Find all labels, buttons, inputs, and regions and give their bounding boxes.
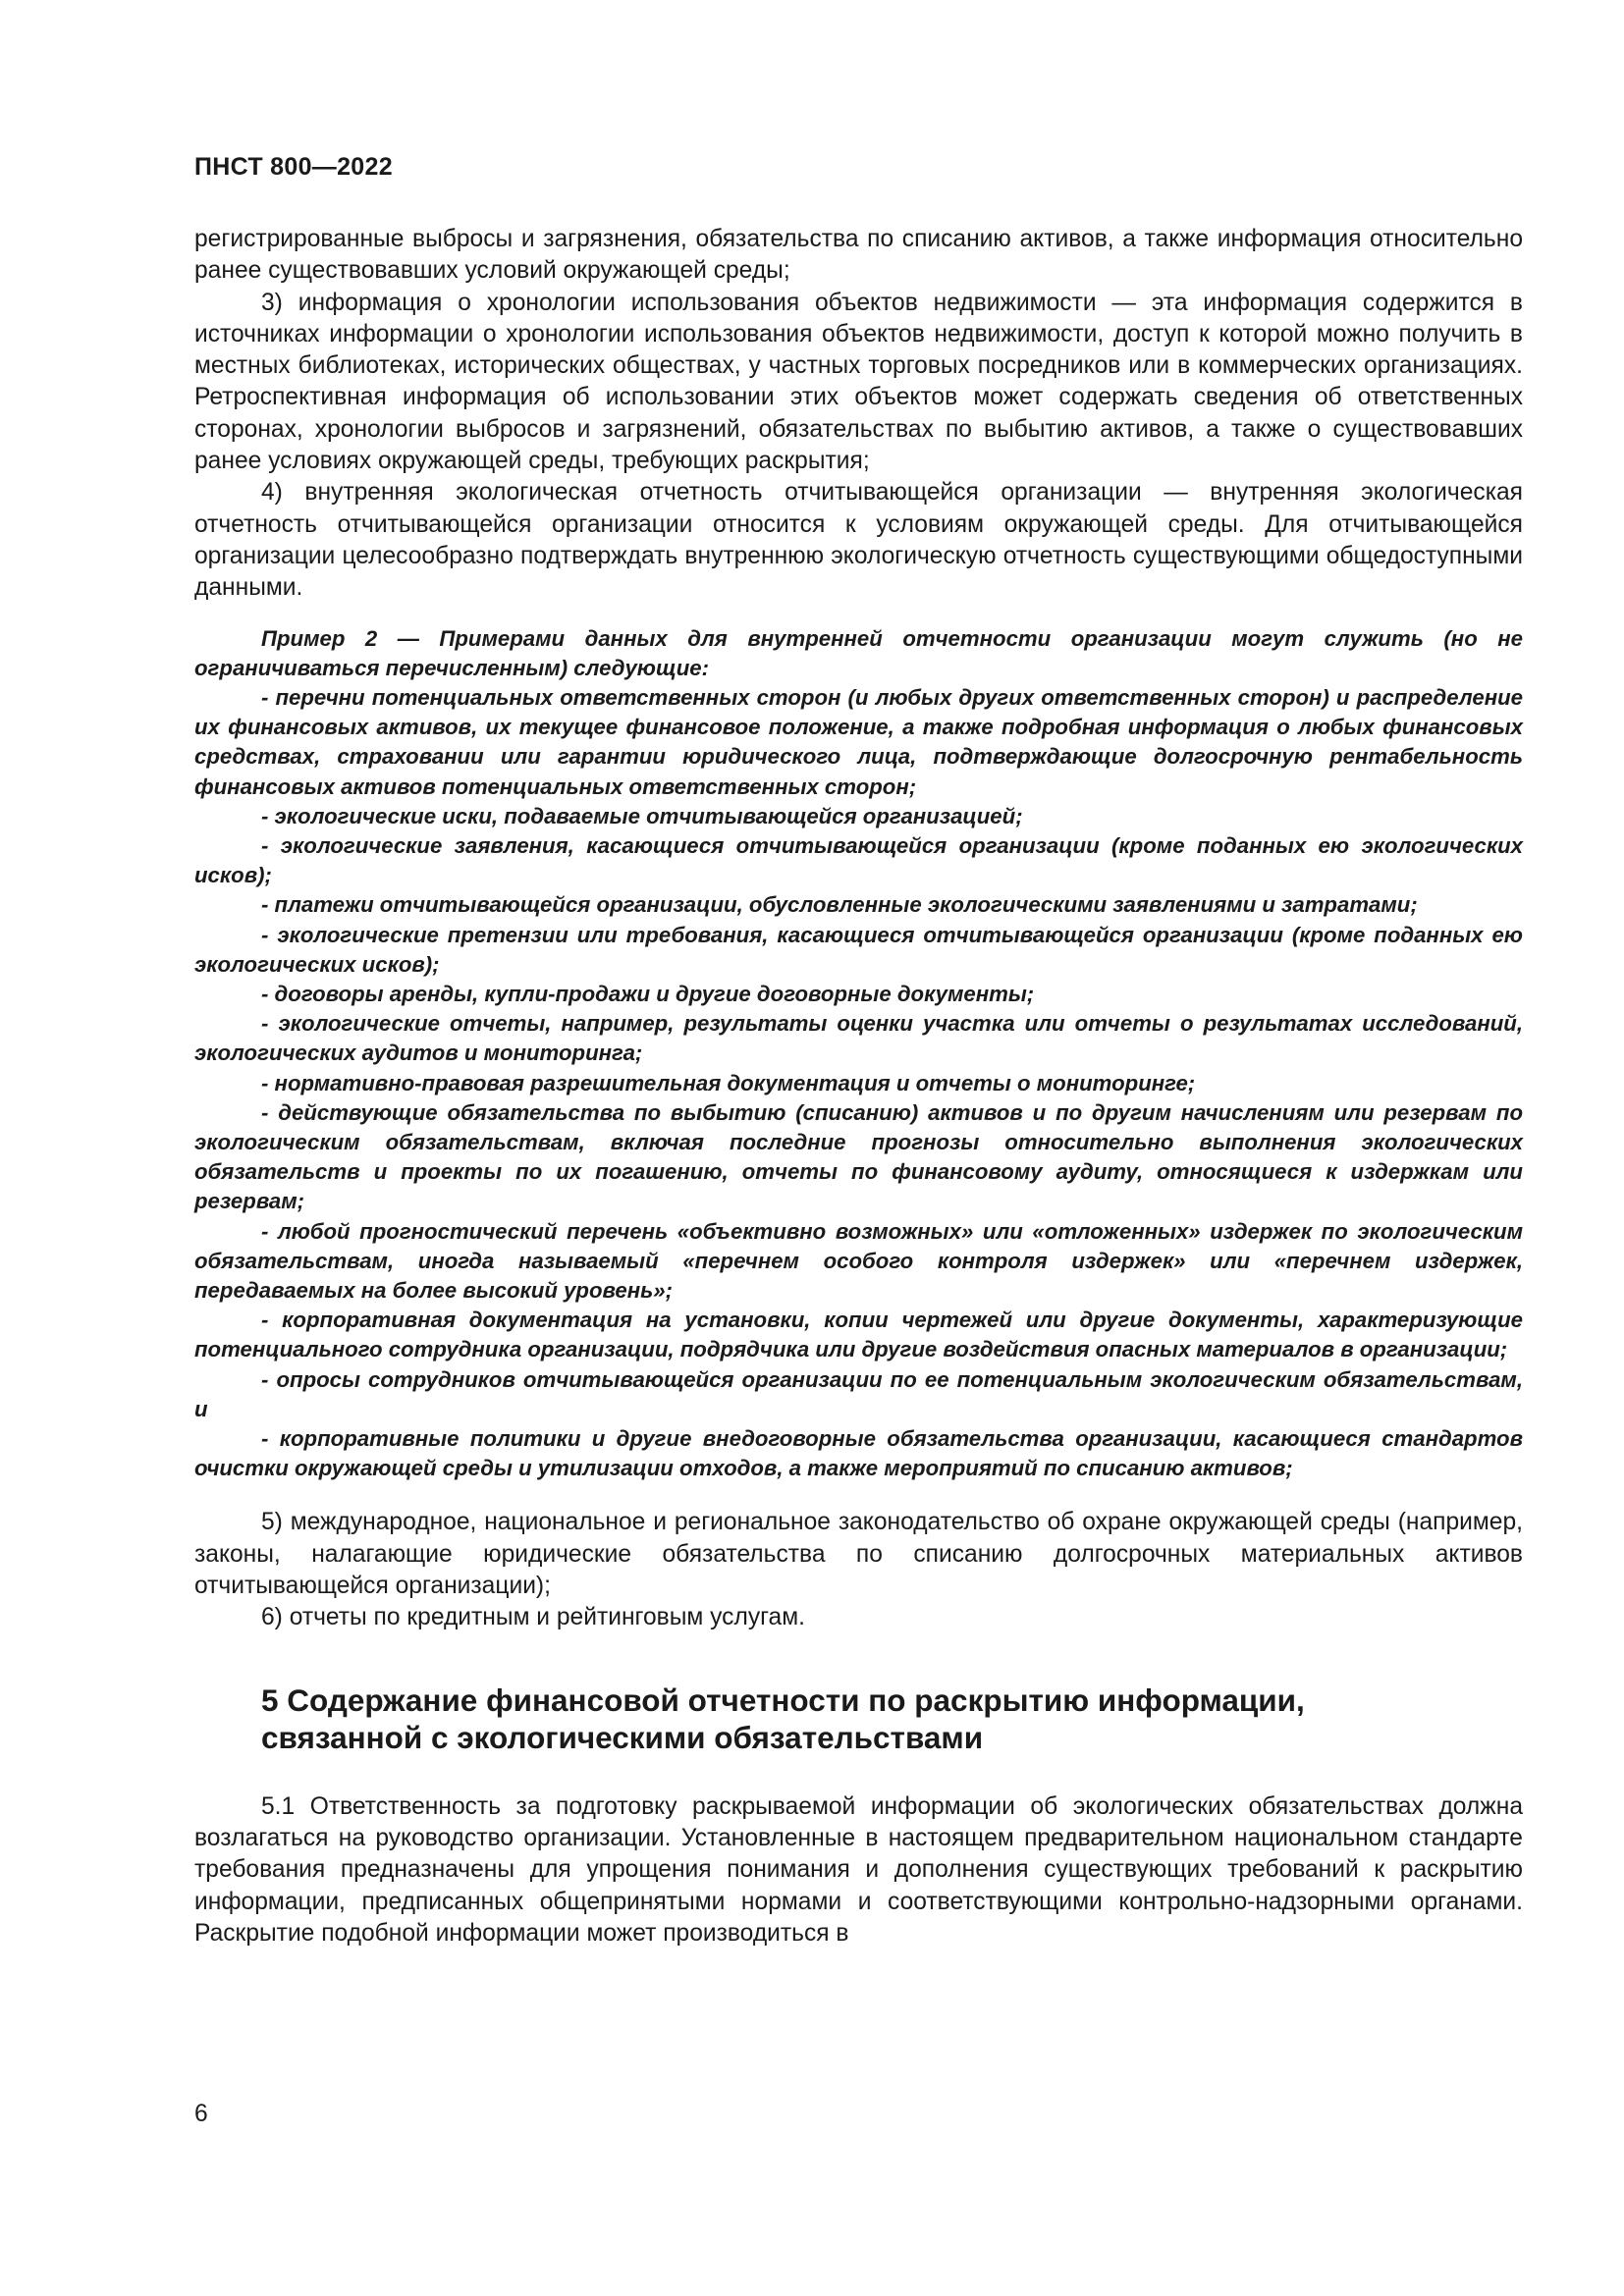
paragraph-continuation: регистрированные выбросы и загрязнения, обязательства по списанию активов, а также информация относительно ранее существовавших условий окружающей среды; [194,226,1523,285]
example-list-item: - экологические иски, подаваемые отчитывающейся организацией; [261,803,1023,828]
example-list-item: - договоры аренды, купли-продажи и другие договорные документы; [261,982,1035,1006]
paragraph-item-3: 3) информация о хронологии использования объектов недвижимости — эта информация содержится в источниках информации о хронологии использования объектов недвижимости, доступ к которой можно получить в местных библиотеках, исторических обществах, у частных торговых посредников или в коммерческих организациях. Ретроспективная информация об использовании этих объектов может содержать сведения об ответственных сторонах, хронологии выбросов и загрязнений, обязательствах по выбытию активов, а также о существовавших ранее условиях окружающей среды, требующих раскрытия; [194,289,1523,475]
example-list-item: - действующие обязательства по выбытию (списанию) активов и по другим начислениям или резервам по экологическим обязательствам, включая последние прогнозы относительно выполнения экологических обязательств и проекты по их погашению, отчеты по финансовому аудиту, относящиеся к издержкам или резервам; [194,1099,1523,1214]
example-list-item: - экологические отчеты, например, результаты оценки участка или отчеты о результатах исследований, экологических аудитов и мониторинга; [194,1011,1523,1066]
paragraph-item-5: 5) международное, национальное и региональное законодательство об охране окружающей среды (например, законы, налагающие юридические обязательства по списанию долгосрочных материальных активов отчитывающейся организации); [194,1509,1523,1600]
document-code-header: ПНСТ 800—2022 [194,153,393,181]
example-2-block [194,624,1523,1484]
example-list-item: - корпоративная документация на установки, копии чертежей или другие документы, характеризующие потенциального сотрудника организации, подрядчика или другие воздействия опасных материалов в организации; [194,1308,1523,1362]
example-list-item: - корпоративные политики и другие внедоговорные обязательства организации, касающиеся стандартов очистки окружающей среды и утилизации отходов, а также мероприятий по списанию активов; [194,1426,1523,1481]
example-list-item: - опросы сотрудников отчитывающейся организации по ее потенциальным экологическим обязательствам, и [194,1366,1523,1421]
example-list-item: - платежи отчитывающейся организации, обусловленные экологическими заявлениями и затратами; [261,892,1418,918]
post-example-paragraphs [194,1507,1523,1633]
section-5-heading-line-2: связанной с экологическими обязательствами [261,1719,984,1755]
section-5-heading-line-1: 5 Содержание финансовой отчетности по раскрытию информации, [261,1682,1305,1718]
paragraph-item-4: 4) внутренняя экологическая отчетность отчитывающейся организации — внутренняя экологическая отчетность отчитывающейся организации относится к условиям окружающей среды. Для отчитывающейся организации целесообразно подтверждать внутреннюю экологическую отчетность существующими общедоступными данными. [194,479,1523,602]
example-list-item: - перечни потенциальных ответственных сторон (и любых других ответственных сторон) и распределение их финансовых активов, их текущее финансовое положение, а также подробная информация о любых финансовых средствах, страховании или гарантии юридического лица, подтверждающие долгосрочную рентабельность финансовых активов потенциальных ответственных сторон; [194,684,1523,799]
example-list-item: - экологические заявления, касающиеся отчитывающейся организации (кроме поданных ею экологических исков); [194,832,1523,888]
paragraph-item-6: 6) отчеты по кредитным и рейтинговым услугам. [261,1604,805,1631]
example-list-item: - любой прогностический перечень «объективно возможных» или «отложенных» издержек по экологическим обязательствам, иногда называемый «перечнем особого контроля издержек» или «перечнем издержек, передаваемых на более высокий уровень»; [194,1218,1523,1304]
example-list-item: - экологические претензии или требования, касающиеся отчитывающейся организации (кроме поданных ею экологических исков); [194,922,1523,977]
example-intro: Пример 2 — Примерами данных для внутренней отчетности организации могут служить (но не ограничиваться перечисленным) следующие: [194,625,1523,680]
section-5-heading [261,1682,1523,1756]
example-list-item: - нормативно-правовая разрешительная документация и отчеты о мониторинге; [261,1070,1196,1095]
paragraph-5-1: 5.1 Ответственность за подготовку раскрываемой информации об экологических обязательствах должна возлагаться на руководство организации. Установленные в настоящем предварительном национальном стандарте требования предназначены для упрощения понимания и дополнения существующих требований к раскрытию информации, предписанных общепринятыми нормами и соответствующими контрольно-надзорными органами. Раскрытие подобной информации может производиться в [194,1792,1523,1947]
page-number: 6 [194,2101,208,2127]
document-body [194,224,1523,1949]
